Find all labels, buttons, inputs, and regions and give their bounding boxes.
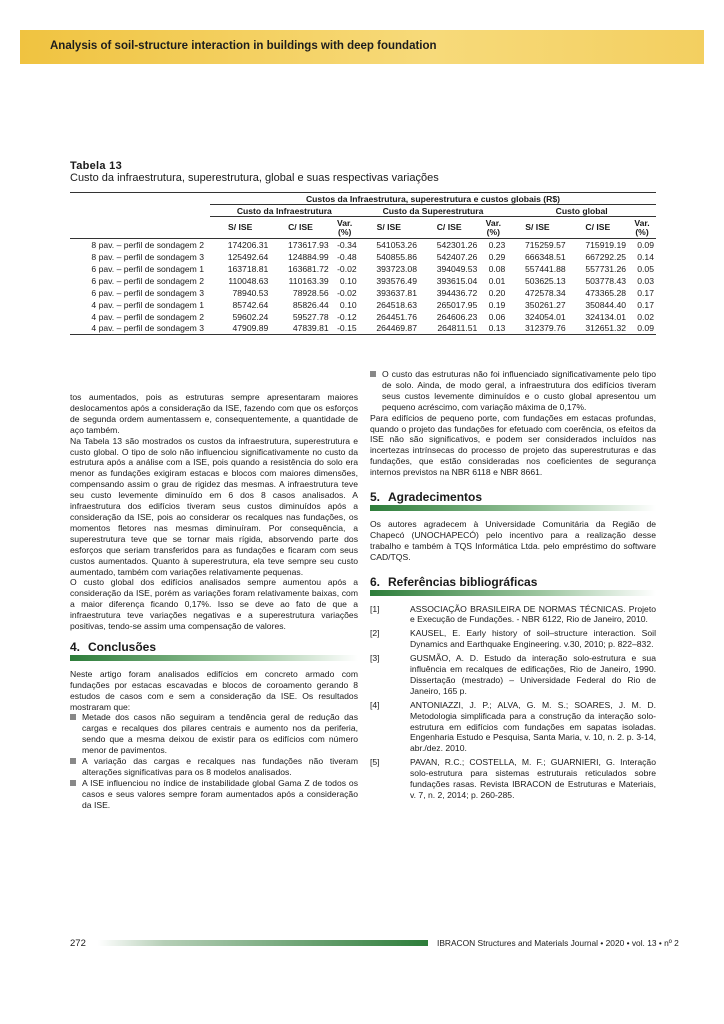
row-label: 4 pav. – perfil de sondagem 1	[91, 299, 204, 310]
table-cell: 0.05	[637, 263, 654, 274]
table-cell: 394436.72	[436, 287, 478, 298]
table-cell: 503778.43	[585, 275, 626, 286]
reference-number: [2]	[370, 628, 380, 639]
table-cell: 503625.13	[525, 275, 566, 286]
reference-item	[370, 653, 656, 697]
paragraph: O custo global dos edifícios analisados sempre aumentou após a consideração da ISE, porém as variações foram relativamente baixas, com a maior diferença ficando 0,17%. Isso se deve ao fato de que a infraestrutura teve variações negativas e a superestrutura variações positivas, tendo-se assim uma compensação de valores.	[70, 577, 358, 632]
table-cell: 557731.26	[585, 263, 626, 274]
table-row	[70, 263, 656, 275]
bullet-square-icon	[70, 780, 76, 786]
table-cell: 542301.26	[436, 239, 478, 250]
table-cell: 540855.86	[376, 251, 417, 262]
table-row	[70, 287, 656, 299]
table-cell: 666348.51	[525, 251, 566, 262]
table-cell: 393637.81	[376, 287, 417, 298]
table-cell: 85826.44	[292, 299, 329, 310]
table-cell: 0.13	[479, 323, 507, 335]
table-cell: 473365.28	[585, 287, 626, 298]
table-cell: 78928.56	[292, 287, 329, 298]
table-row	[70, 251, 656, 263]
reference-item	[370, 700, 656, 755]
table-cell: 350261.27	[525, 299, 566, 310]
reference-text: PAVAN, R.C.; COSTELLA, M. F.; GUARNIERI, G. Interação solo-estrutura para sistemas estruturais reticulados sobre fundações rasas. Revista IBRACON de Estruturas e Materiais, v. 7, n. 2, 2014; p. 260-285.	[410, 757, 656, 800]
table-cell: 78940.53	[232, 287, 269, 298]
table-cell: -0.15	[331, 323, 359, 335]
col-header: S/ ISE	[210, 217, 270, 239]
row-label: 8 pav. – perfil de sondagem 3	[91, 251, 204, 262]
paragraph: Neste artigo foram analisados edifícios em concreto armado com fundações por estacas escavadas e blocos de coroamento gerando 8 estudos de casos com e sem a consideração da ISE. Os resultados mostraram que:	[70, 668, 358, 712]
reference-item	[370, 628, 656, 650]
reference-text: KAUSEL, E. Early history of soil–structure interaction. Soil Dynamics and Earthquake Engineering. v.30, 2010; p. 822–832.	[410, 628, 656, 650]
col-header: Var. (%)	[479, 217, 507, 239]
table-cell: 59527.78	[292, 311, 329, 322]
table-row	[70, 311, 656, 323]
table-cell: 715919.19	[585, 239, 626, 250]
reference-number: [1]	[370, 603, 380, 614]
table-cell: 0.19	[488, 299, 506, 310]
table-cell: 0.09	[637, 239, 654, 250]
table-cell: 0.17	[637, 299, 654, 310]
table-cell: 0.29	[488, 251, 506, 262]
section-heading	[70, 639, 358, 654]
table-cell: 0.10	[339, 275, 357, 286]
bullet-square-icon	[370, 371, 376, 377]
table-cell: 124884.99	[288, 251, 329, 262]
reference-number: [5]	[370, 757, 380, 768]
table-cell: 0.23	[488, 239, 506, 250]
table-cell: 0.09	[628, 323, 656, 335]
reference-text: ASSOCIAÇÃO BRASILEIRA DE NORMAS TÉCNICAS. Projeto e Execução de Fundações. - NBR 6122, Rio de Janeiro, 2010.	[410, 603, 656, 625]
table-cell: 0.20	[488, 287, 506, 298]
table-cell: 472578.34	[525, 287, 566, 298]
table-row	[70, 323, 656, 335]
table-cell: 0.14	[637, 251, 654, 262]
running-title: Analysis of soil-structure interaction in buildings with deep foundation	[50, 40, 437, 52]
col-header: C/ ISE	[270, 217, 330, 239]
row-label: 6 pav. – perfil de sondagem 3	[91, 287, 204, 298]
row-label: 4 pav. – perfil de sondagem 2	[91, 311, 204, 322]
table-cell: 312651.32	[568, 323, 628, 335]
table-cell: 0.03	[637, 275, 654, 286]
footer-rule	[98, 940, 428, 946]
table-cell: 0.10	[339, 299, 357, 310]
left-column	[70, 392, 358, 811]
section-title: Agradecimentos	[388, 490, 483, 505]
col-header: C/ ISE	[419, 217, 479, 239]
table-cell: 350844.40	[585, 299, 626, 310]
bullet-square-icon	[70, 758, 76, 764]
table-cell: -0.02	[337, 287, 357, 298]
table-cell: 265017.95	[436, 299, 478, 310]
table-cell: -0.48	[337, 251, 357, 262]
table-row	[70, 299, 656, 311]
reference-item	[370, 604, 656, 626]
table-cell: 393723.08	[376, 263, 417, 274]
list-item: A variação das cargas e recalques nas fundações não tiveram alterações significativas para os 8 modelos analisados.	[70, 756, 358, 778]
row-label: 4 pav. – perfil de sondagem 3	[70, 323, 210, 335]
table-cell: 393576.49	[376, 275, 417, 286]
col-header: S/ ISE	[359, 217, 419, 239]
list-item: A ISE influenciou no índice de instabilidade global Gama Z de todos os casos e seus valores sempre foram aumentados após a consideração da ISE.	[70, 778, 358, 811]
table-cell: 0.08	[488, 263, 506, 274]
paragraph: Na Tabela 13 são mostrados os custos da infraestrutura, superestrutura e custo global. O tipo de solo não influenciou significativamente no custo da estrutura após a análise com a ISE, pois quando a resistência do solo era menor as fundações exigiram estacas e blocos com maiores dimensões, compensando assim o grau de rigidez das mesmas. A infraestrutura teve seu custo levemente diminuído em 6 dos 8 casos analisados. A infraestrutura dos edifícios tiveram seus custos diminuídos após a consideração da ISE, pois ao considerar os recalques nas fundações, os momentos fletores nas mesmas diminuíram. Por consequência, a superestrutura teve que se tornar mais rígida, absorvendo parte dos esforços que seriam transferidos para as fundações e ficaram com seus custos aumentados. Quanto à superestrutura, ela teve sempre seu custo aumentado, também com variações relativamente pequenas.	[70, 435, 358, 577]
col-header: Var. (%)	[628, 217, 656, 239]
section-number: 5.	[370, 490, 381, 505]
table-cell: 557441.88	[525, 263, 566, 274]
table-cell: 394049.53	[436, 263, 478, 274]
table-cell: 173617.93	[288, 239, 329, 250]
reference-text: GUSMÃO, A. D. Estudo da interação solo-estrutura e sua influência em recalques de edificações, Rio de Janeiro, 1990. Dissertação (mestrado) – Universidade Federal do Rio de Janeiro, 165 p.	[410, 653, 656, 696]
col-header: Var. (%)	[331, 217, 359, 239]
table-cell: 264451.76	[376, 311, 417, 322]
paragraph: tos aumentados, pois as estruturas sempre apresentaram maiores deslocamentos após a consideração da ISE, fazendo com que os esforços de segunda ordem aumentassem e, consequentemente, a quantidade de aço também.	[70, 392, 358, 435]
reference-text: ANTONIAZZI, J. P.; ALVA, G. M. S.; SOARES, J. M. D. Metodologia simplificada para a construção da interação solo-estrutura em edifícios com fundações em sapatas isoladas. Engenharia Estudo e Pesquisa, Santa Maria, v. 10, n. 2. p. 3-14, abr./dez. 2010.	[410, 699, 656, 754]
table-row	[70, 239, 656, 251]
list-item: Metade dos casos não seguiram a tendência geral de redução das cargas e recalques dos pilares centrais e aumento nos da periferia, sendo que a mesma deixou de existir para os edifícios com número menor de pavimentos.	[70, 712, 358, 756]
table-subheader: Custo da Superestrutura	[359, 205, 508, 217]
reference-number: [3]	[370, 653, 380, 664]
table-row	[70, 275, 656, 287]
row-label: 6 pav. – perfil de sondagem 2	[91, 275, 204, 286]
table-subheader: Custo global	[507, 205, 656, 217]
table-cell: 324054.01	[525, 311, 566, 322]
table-cell: 541053.26	[376, 239, 417, 250]
table-cell: 0.06	[488, 311, 506, 322]
table-cell: 715259.57	[525, 239, 566, 250]
table-cell: 393615.04	[436, 275, 478, 286]
cost-table	[70, 192, 656, 335]
row-label: 6 pav. – perfil de sondagem 1	[91, 263, 204, 274]
bullet-square-icon	[70, 714, 76, 720]
table-cell: -0.34	[337, 239, 357, 250]
table-cell: 0.02	[637, 311, 654, 322]
table-cell: 324134.01	[585, 311, 626, 322]
section-title: Referências bibliográficas	[388, 574, 538, 589]
table-cell: 667292.25	[585, 251, 626, 262]
paragraph: Para edifícios de pequeno porte, com fundações em estacas profundas, quando o projeto das fundações for efetuado com coerência, os efeitos da ISE não são significativos, e podem ser considerados incluídos nas incertezas intrínsecas do processo de projeto das superestruturas e das fundações, que estão consideradas nos coeficientes de segurança internos previstos na NBR 6118 e NBR 8661.	[370, 412, 656, 478]
table-subheader: Custo da Infraestrutura	[210, 205, 359, 217]
table-cell: 264469.87	[359, 323, 419, 335]
heading-rule	[70, 655, 358, 661]
table-cell: -0.02	[337, 263, 357, 274]
page-number: 272	[70, 938, 86, 949]
table-group-header: Custos da Infraestrutura, superestrutura e custos globais (R$)	[210, 193, 656, 205]
paragraph: Os autores agradecem à Universidade Comunitária da Região de Chapecó (UNOCHAPECÓ) pelo incentivo para a realização desse trabalho e também à TQS Informática Ltda. pelo empréstimo do software CAD/TQS.	[370, 518, 656, 562]
heading-rule	[370, 590, 656, 596]
reference-item	[370, 757, 656, 801]
table-cell: 85742.64	[232, 299, 269, 310]
col-header: C/ ISE	[568, 217, 628, 239]
right-column	[370, 369, 656, 804]
table-cell: -0.12	[337, 311, 357, 322]
table-cell: 264518.63	[376, 299, 417, 310]
section-heading	[370, 492, 656, 503]
table-cell: 0.17	[637, 287, 654, 298]
row-label: 8 pav. – perfil de sondagem 2	[91, 239, 204, 250]
table-cell: 264606.23	[436, 311, 478, 322]
list-item: O custo das estruturas não foi influenciado significativamente pelo tipo de solo. Ainda, de modo geral, a infraestrutura dos edifícios tiveram seus custos levemente diminuídos e o custo global apresentou um pequeno acréscimo, com variação máxima de 0,17%.	[370, 369, 656, 413]
table-cell: 163718.81	[227, 263, 269, 274]
table-cell: 47839.81	[270, 323, 330, 335]
table-cell: 125492.64	[227, 251, 269, 262]
reference-list	[370, 604, 656, 801]
table-cell: 163681.72	[288, 263, 329, 274]
table-cell: 264811.51	[419, 323, 479, 335]
journal-footer: IBRACON Structures and Materials Journal • 2020 • vol. 13 • nº 2	[437, 938, 679, 948]
section-title: Conclusões	[88, 639, 157, 654]
col-header: S/ ISE	[507, 217, 567, 239]
section-number: 4.	[70, 639, 81, 654]
table-cell: 110048.63	[228, 275, 269, 286]
table-cell: 47909.89	[210, 323, 270, 335]
table-cell: 0.01	[488, 275, 506, 286]
table-cell: 542407.26	[436, 251, 478, 262]
table-caption: Custo da infraestrutura, superestrutura, global e suas respectivas variações	[70, 172, 439, 184]
table-cell: 174206.31	[227, 239, 269, 250]
section-number: 6.	[370, 574, 381, 589]
table-cell: 110163.39	[288, 275, 329, 286]
section-heading	[370, 574, 656, 589]
heading-rule	[370, 505, 656, 511]
table-cell: 59602.24	[232, 311, 269, 322]
table-label: Tabela 13	[70, 160, 123, 172]
table-cell: 312379.76	[507, 323, 567, 335]
reference-number: [4]	[370, 699, 380, 710]
